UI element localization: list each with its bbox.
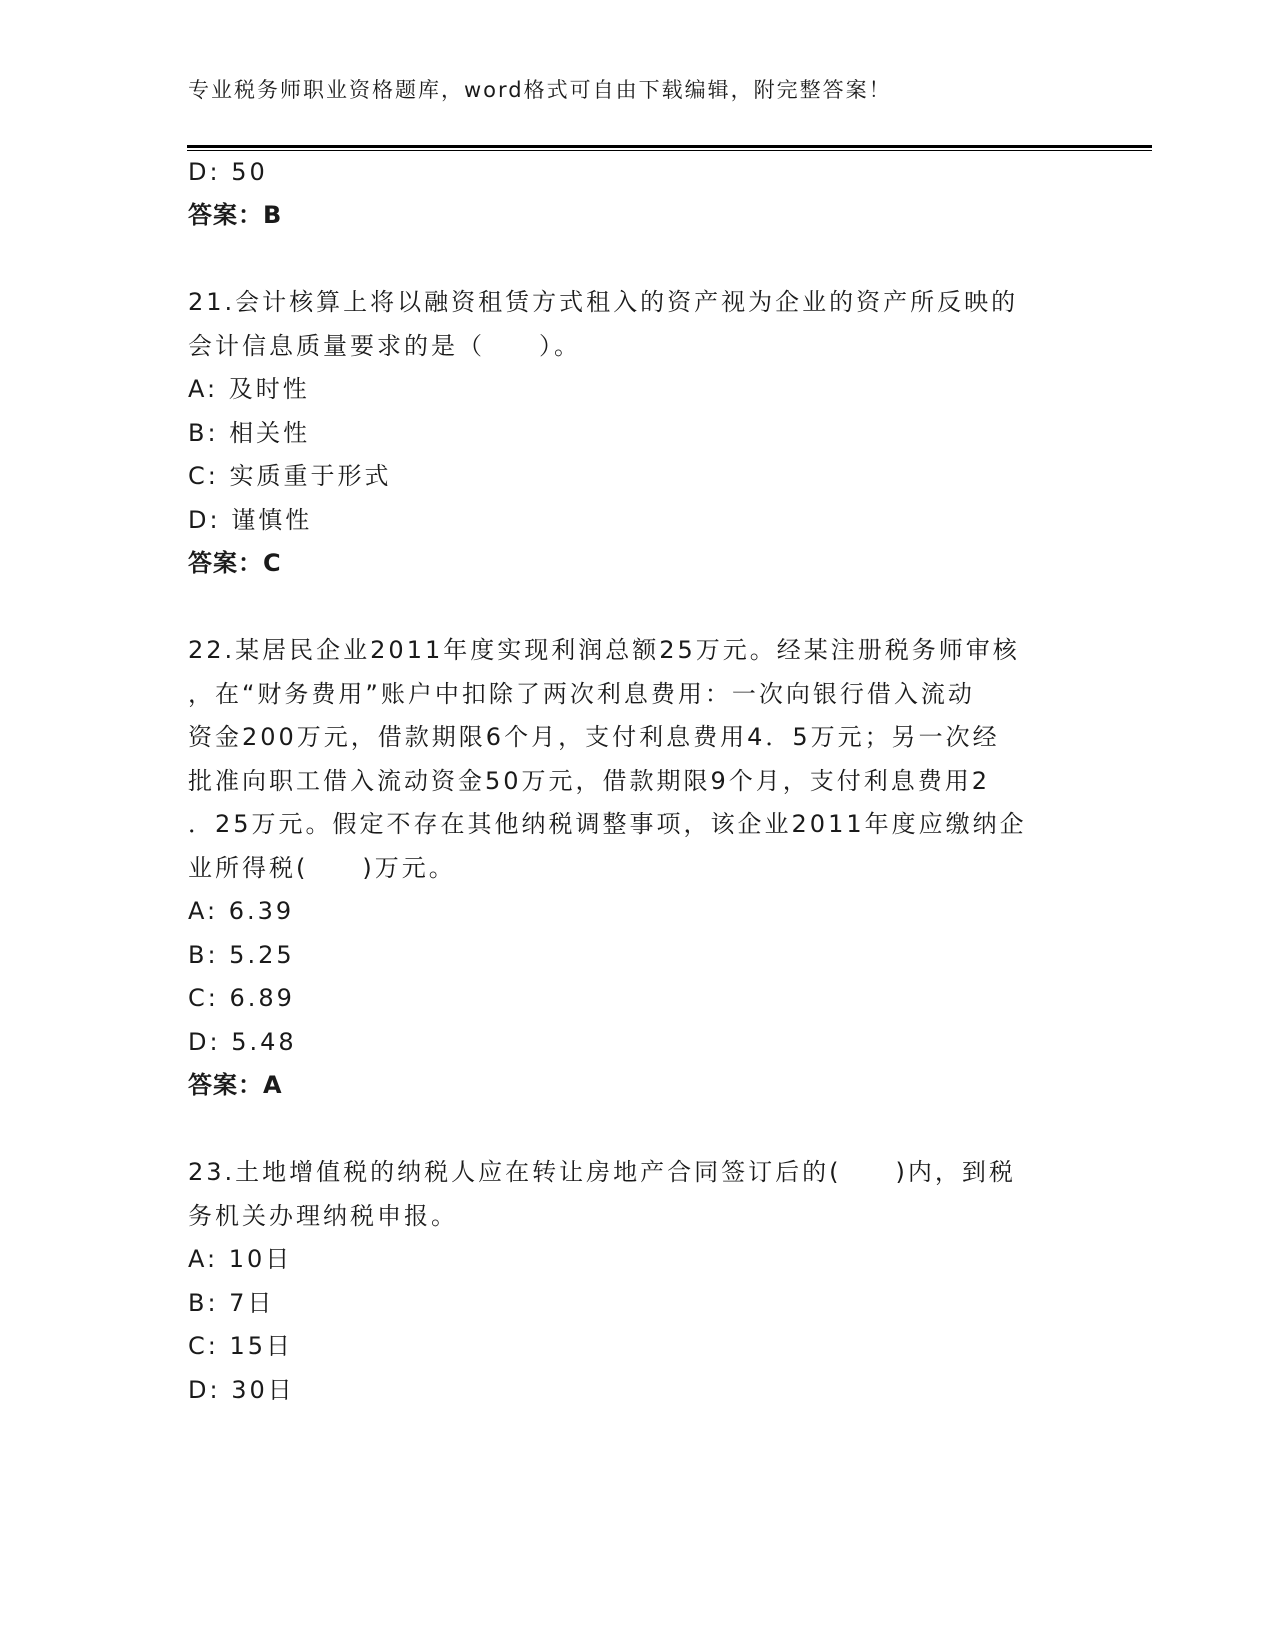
q22-stem-line-6: 业所得税( )万元。: [188, 854, 456, 882]
q22-answer: 答案：A: [188, 1071, 283, 1099]
q20-option-d: D: 50: [188, 158, 268, 186]
q22-option-c: C: 6.89: [188, 984, 295, 1012]
q22-stem-line-4: 批准向职工借入流动资金50万元，借款期限9个月，支付利息费用2: [188, 767, 991, 795]
q22-stem-line-5: ．25万元。假定不存在其他纳税调整事项，该企业2011年度应缴纳企: [188, 810, 1027, 838]
q23-option-a: A: 10日: [188, 1245, 293, 1273]
q21-stem-line-2: 会计信息质量要求的是（ ）。: [188, 332, 581, 360]
q23-option-c: C: 15日: [188, 1332, 294, 1360]
header-rule-thin: [187, 150, 1152, 151]
q22-stem-line-1: 22.某居民企业2011年度实现利润总额25万元。经某注册税务师审核: [188, 636, 1020, 664]
q21-option-c: C: 实质重于形式: [188, 462, 392, 490]
q22-option-a: A: 6.39: [188, 897, 295, 925]
q20-answer: 答案：B: [188, 201, 283, 229]
header-rule-thick: [187, 145, 1152, 148]
q21-answer: 答案：C: [188, 549, 282, 577]
q21-option-b: B: 相关性: [188, 419, 311, 447]
q22-option-d: D: 5.48: [188, 1028, 297, 1056]
q23-option-b: B: 7日: [188, 1289, 275, 1317]
q21-option-a: A: 及时性: [188, 375, 310, 403]
q21-option-d: D: 谨慎性: [188, 506, 313, 534]
q22-option-b: B: 5.25: [188, 941, 295, 969]
q23-option-d: D: 30日: [188, 1376, 295, 1404]
q23-stem-line-1: 23.土地增值税的纳税人应在转让房地产合同签订后的( )内，到税: [188, 1158, 1016, 1186]
q22-stem-line-3: 资金200万元，借款期限6个月，支付利息费用4．5万元；另一次经: [188, 723, 1000, 751]
q21-stem-line-1: 21.会计核算上将以融资租赁方式租入的资产视为企业的资产所反映的: [188, 288, 1019, 316]
q23-stem-line-2: 务机关办理纳税申报。: [188, 1202, 458, 1230]
q22-stem-line-2: ，在“财务费用”账户中扣除了两次利息费用：一次向银行借入流动: [188, 680, 975, 708]
header-text: 专业税务师职业资格题库，word格式可自由下载编辑，附完整答案！: [188, 78, 892, 102]
